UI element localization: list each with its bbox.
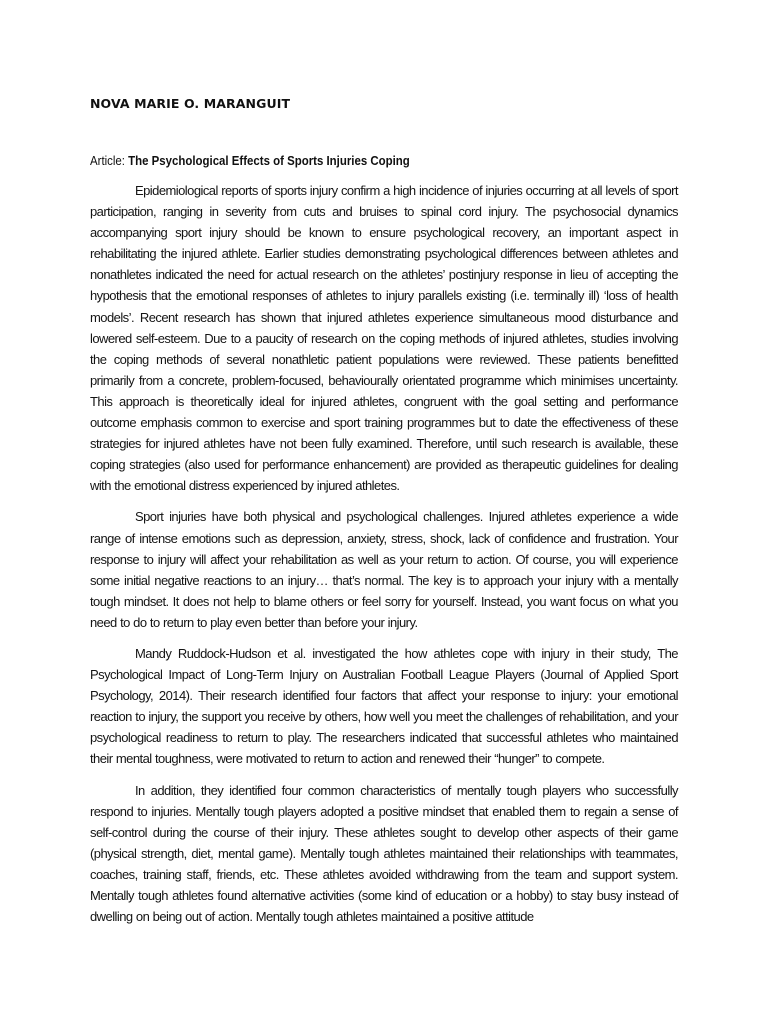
article-heading bbox=[90, 153, 609, 168]
paragraph-4: In addition, they identified four common characteristics of mentally tough players who successfully respond to injuries. Mentally tough players adopted a positive mindset that enabled them to regain a sense of self-control during the course of their injury. These athletes sought to develop other aspects of their game (physical strength, diet, mental game). Mentally tough athletes maintained their relationships with teammates, coaches, training staff, friends, etc. These athletes avoided withdrawing from the team and support system. Mentally tough athletes found alternative activities (some kind of education or a hobby) to stay busy instead of dwelling on being out of action. Mentally tough athletes maintained a positive attitude bbox=[90, 782, 678, 925]
article-body bbox=[90, 180, 678, 937]
paragraph-2: Sport injuries have both physical and psychological challenges. Injured athletes experience a wide range of intense emotions such as depression, anxiety, stress, shock, lack of confidence and frustration. Your response to injury will affect your rehabilitation as well as your return to action. Of course, you will experience some initial negative reactions to an injury… that’s normal. The key is to approach your injury with a mentally tough mindset. It does not help to blame others or feel sorry for yourself. Instead, you want focus on what you need to do to return to play even better than before your injury. bbox=[90, 509, 678, 630]
paragraph-1: Epidemiological reports of sports injury confirm a high incidence of injuries occurring at all levels of sport participation, ranging in severity from cuts and bruises to spinal cord injury. The psychosocial dynamics accompanying sport injury should be known to ensure psychological recovery, an important aspect in rehabilitating the injured athlete. Earlier studies demonstrating psychological differences between athletes and nonathletes indicated the need for actual research on the athletes’ postinjury response in lieu of accepting the hypothesis that the emotional responses of athletes to injury parallels existing (i.e. terminally ill) ‘loss of health models’. Recent research has shown that injured athletes experience simultaneous mood disturbance and lowered self-esteem. Due to a paucity of research on the coping methods of injured athletes, studies involving the coping methods of several nonathletic patient populations were reviewed. These patients benefitted primarily from a concrete, problem-focused, behaviourally orientated programme which minimises uncertainty. This approach is theoretically ideal for injured athletes, congruent with the goal setting and performance outcome emphasis common to exercise and sport training programmes but to date the effectiveness of these strategies for injured athletes have not been fully examined. Therefore, until such research is available, these coping strategies (also used for performance enhancement) are provided as therapeutic guidelines for dealing with the emotional distress experienced by injured athletes. bbox=[90, 183, 678, 494]
paragraph-3: Mandy Ruddock-Hudson et al. investigated the how athletes cope with injury in their study, The Psychological Impact of Long-Term Injury on Australian Football League Players (Journal of Applied Sport Psychology, 2014). Their research identified four factors that affect your response to injury: your emotional reaction to injury, the support you receive by others, how well you meet the challenges of rehabilitation, and your psychological readiness to return to play. The researchers indicated that successful athletes who maintained their mental toughness, were motivated to return to action and renewed their “hunger” to compete. bbox=[90, 645, 678, 767]
article-title: The Psychological Effects of Sports Injuries Coping bbox=[128, 153, 410, 168]
article-label: Article: bbox=[90, 153, 125, 168]
author-name: NOVA MARIE O. MARANGUIT bbox=[90, 96, 291, 111]
